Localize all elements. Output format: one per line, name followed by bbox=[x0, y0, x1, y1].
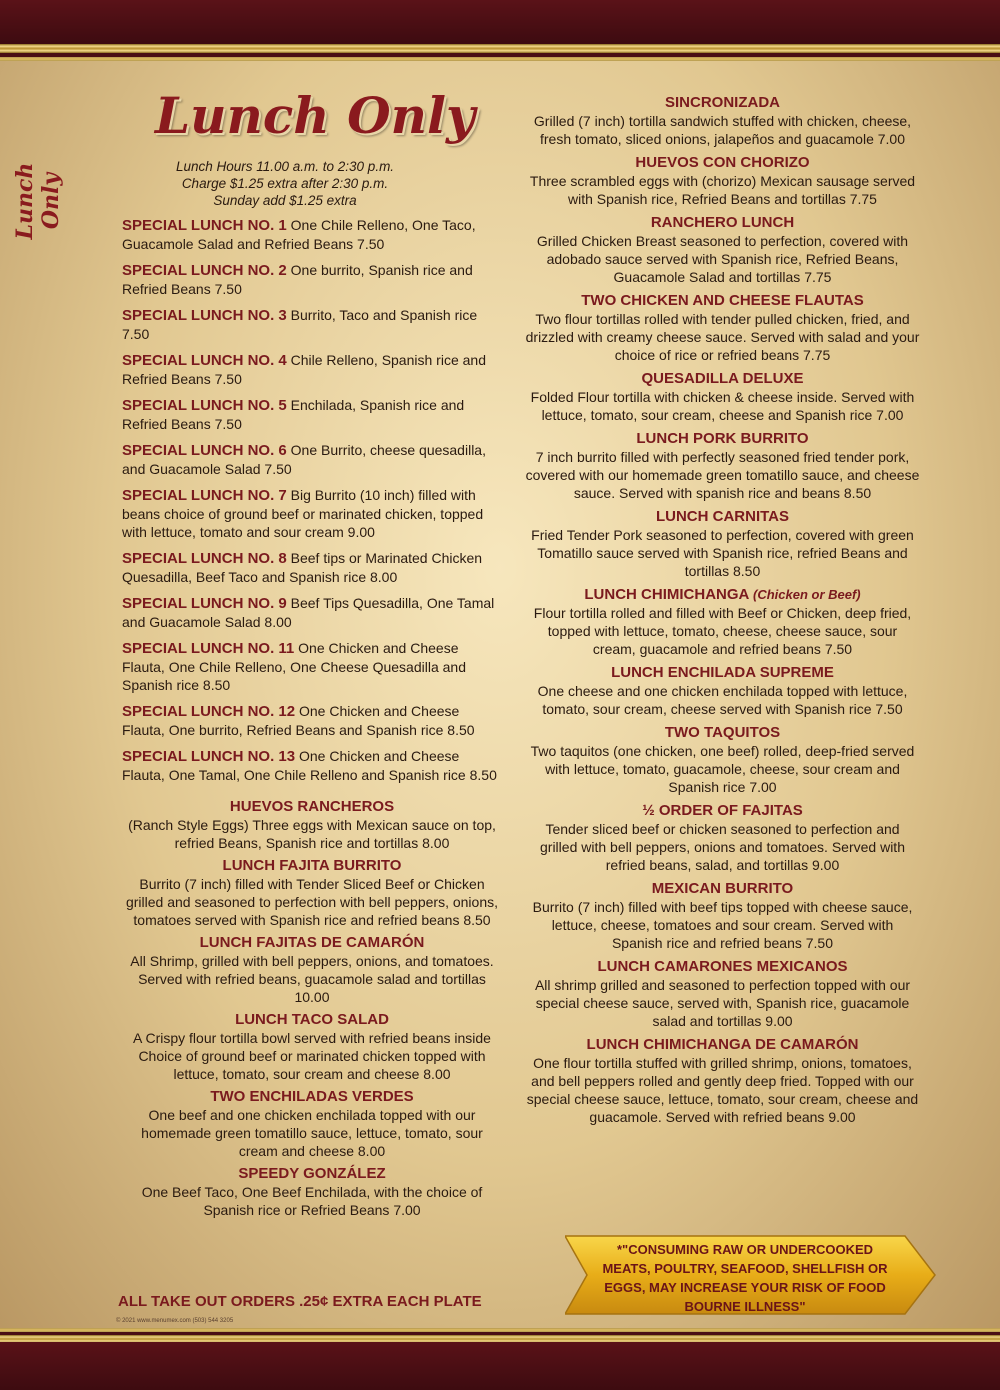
special-desc: Chile Relleno, Spanish rice and Refried Beans 7.50 bbox=[122, 352, 486, 387]
special-desc: One Chicken and Cheese Flauta, One Chile Relleno, One Cheese Quesadilla and Spanish rice 8.50 bbox=[122, 640, 466, 693]
gold-stripe bbox=[0, 1328, 1000, 1332]
special-desc: Big Burrito (10 inch) filled with beans choice of ground beef or marinated chicken, topped with lettuce, tomato and sour cream 9.00 bbox=[122, 487, 484, 540]
item-desc: One beef and one chicken enchilada topped with our homemade green tomatillo sauce, lettuce, tomato, sour cream and cheese 8.00 bbox=[141, 1107, 483, 1159]
menu-item bbox=[525, 430, 920, 502]
special-name: SPECIAL LUNCH NO. 8 bbox=[122, 550, 287, 567]
item-desc: Two flour tortillas rolled with tender pulled chicken, fried, and drizzled with creamy cheese sauce. Served with salad and your choice of rice or refried beans 7.75 bbox=[525, 311, 920, 363]
item-desc: Burrito (7 inch) filled with beef tips topped with cheese sauce, lettuce, cheese, tomatoes and sour cream. Served with Spanish rice and refried beans 7.50 bbox=[532, 899, 913, 951]
menu-item bbox=[525, 958, 920, 1030]
top-border bbox=[0, 0, 1000, 44]
menu-item bbox=[122, 798, 502, 852]
item-name-sub: (Chicken or Beef) bbox=[752, 587, 861, 602]
special-desc: Enchilada, Spanish rice and Refried Beans 7.50 bbox=[122, 397, 465, 432]
item-name: LUNCH CARNITAS bbox=[655, 508, 790, 525]
item-name: LUNCH CHIMICHANGA DE CAMARÓN bbox=[586, 1036, 859, 1053]
special-lunch-item bbox=[122, 441, 502, 478]
special-name: SPECIAL LUNCH NO. 11 bbox=[122, 640, 295, 657]
special-desc: One burrito, Spanish rice and Refried Beans 7.50 bbox=[122, 262, 473, 297]
menu-item bbox=[525, 802, 920, 874]
item-desc: Grilled Chicken Breast seasoned to perfection, covered with adobado sauce served with Spanish rice, Refried Beans, Guacamole Salad and tortillas 7.75 bbox=[536, 233, 909, 285]
special-desc: Burrito, Taco and Spanish rice 7.50 bbox=[122, 307, 478, 342]
item-desc: Flour tortilla rolled and filled with Beef or Chicken, deep fried, topped with lettuce, tomato, cheese, cheese sauce, sour cream, guacamole and refried beans 7.50 bbox=[533, 605, 912, 657]
item-name: HUEVOS CON CHORIZO bbox=[635, 154, 810, 171]
item-name: HUEVOS RANCHEROS bbox=[229, 798, 395, 815]
gold-stripe bbox=[0, 44, 1000, 53]
special-name: SPECIAL LUNCH NO. 6 bbox=[122, 442, 287, 459]
special-lunch-item bbox=[122, 216, 502, 253]
menu-item bbox=[525, 880, 920, 952]
special-lunch-item bbox=[122, 594, 502, 631]
item-name: LUNCH FAJITA BURRITO bbox=[222, 857, 402, 874]
takeout-notice: ALL TAKE OUT ORDERS .25¢ EXTRA EACH PLATE bbox=[118, 1293, 482, 1310]
menu-item bbox=[525, 664, 920, 718]
special-name: SPECIAL LUNCH NO. 12 bbox=[122, 703, 296, 720]
menu-item bbox=[122, 1011, 502, 1083]
item-desc: Fried Tender Pork seasoned to perfection, covered with green Tomatillo sauce served with Spanish rice, refried Beans and tortillas 8.50 bbox=[531, 527, 914, 579]
item-desc: Three scrambled eggs with (chorizo) Mexican sausage served with Spanish rice, Refried Beans and tortillas 7.75 bbox=[529, 173, 916, 207]
special-desc: One Chicken and Cheese Flauta, One Tamal, One Chile Relleno and Spanish rice 8.50 bbox=[122, 748, 497, 783]
side-title: Lunch Only bbox=[12, 162, 64, 240]
item-desc: A Crispy flour tortilla bowl served with refried beans inside Choice of ground beef or marinated chicken topped with lettuce, tomato, sour cream and cheese 8.00 bbox=[133, 1030, 491, 1082]
item-name: TWO ENCHILADAS VERDES bbox=[210, 1088, 414, 1105]
menu-item bbox=[525, 94, 920, 148]
menu-item bbox=[525, 586, 920, 658]
menu-item bbox=[122, 857, 502, 929]
item-name: QUESADILLA DELUXE bbox=[641, 370, 804, 387]
item-desc: Folded Flour tortilla with chicken & cheese inside. Served with lettuce, tomato, sour cream, cheese and Spanish rice 7.00 bbox=[530, 389, 915, 423]
special-name: SPECIAL LUNCH NO. 4 bbox=[122, 352, 287, 369]
menu-item bbox=[525, 724, 920, 796]
item-name: LUNCH FAJITAS DE CAMARÓN bbox=[199, 934, 425, 951]
item-name-text: LUNCH CHIMICHANGA bbox=[584, 586, 749, 603]
left-column bbox=[122, 216, 502, 1224]
special-lunch-item bbox=[122, 351, 502, 388]
special-name: SPECIAL LUNCH NO. 13 bbox=[122, 748, 296, 765]
item-name: TWO TAQUITOS bbox=[664, 724, 781, 741]
special-desc: One Chile Relleno, One Taco, Guacamole Salad and Refried Beans 7.50 bbox=[122, 217, 476, 252]
menu-item bbox=[525, 154, 920, 208]
item-name: ½ ORDER OF FAJITAS bbox=[642, 802, 803, 819]
item-name: LUNCH PORK BURRITO bbox=[636, 430, 809, 447]
item-desc: One cheese and one chicken enchilada topped with lettuce, tomato, sour cream, cheese served with Spanish rice 7.50 bbox=[537, 683, 908, 717]
special-lunch-item bbox=[122, 747, 502, 784]
menu-item bbox=[122, 1165, 502, 1219]
warning-text: *"CONSUMING RAW OR UNDERCOOKED MEATS, POULTRY, SEAFOOD, SHELLFISH OR EGGS, MAY INCREASE YOUR RISK OF FOOD BOURNE ILLNESS" bbox=[602, 1242, 888, 1314]
item-name: MEXICAN BURRITO bbox=[651, 880, 794, 897]
item-desc: Two taquitos (one chicken, one beef) rolled, deep-fried served with lettuce, tomato, guacamole, cheese, sour cream and Spanish rice 7.00 bbox=[530, 743, 915, 795]
special-name: SPECIAL LUNCH NO. 1 bbox=[122, 217, 287, 234]
menu-item bbox=[122, 1088, 502, 1160]
special-desc: One Burrito, cheese quesadilla, and Guacamole Salad 7.50 bbox=[122, 442, 486, 477]
item-desc: Tender sliced beef or chicken seasoned to perfection and grilled with bell peppers, onions and tomatoes. Served with refried beans, salad, and tortillas 9.00 bbox=[540, 821, 905, 873]
copyright: © 2021 www.menumex.com (503) 544 3205 bbox=[116, 1318, 234, 1324]
item-desc: Burrito (7 inch) filled with Tender Sliced Beef or Chicken grilled and seasoned to perfection with bell peppers, onions, tomatoes served with Spanish rice and refried beans 8.50 bbox=[125, 876, 499, 928]
lunch-hours bbox=[150, 158, 420, 209]
special-name: SPECIAL LUNCH NO. 9 bbox=[122, 595, 287, 612]
special-name: SPECIAL LUNCH NO. 3 bbox=[122, 307, 287, 324]
special-lunch-item bbox=[122, 486, 502, 541]
menu-item bbox=[525, 214, 920, 286]
item-name: SINCRONIZADA bbox=[665, 94, 780, 111]
special-lunch-item bbox=[122, 396, 502, 433]
item-name: SPEEDY GONZÁLEZ bbox=[238, 1165, 386, 1182]
hours-line: Charge $1.25 extra after 2:30 p.m. bbox=[181, 176, 389, 191]
special-lunch-item bbox=[122, 261, 502, 298]
bottom-border bbox=[0, 1342, 1000, 1390]
special-lunch-item bbox=[122, 306, 502, 343]
item-name: LUNCH TACO SALAD bbox=[235, 1011, 389, 1028]
hours-line: Sunday add $1.25 extra bbox=[213, 193, 357, 208]
special-name: SPECIAL LUNCH NO. 5 bbox=[122, 397, 287, 414]
health-warning-banner bbox=[565, 1234, 940, 1316]
item-name bbox=[525, 586, 920, 604]
item-desc: All shrimp grilled and seasoned to perfection topped with our special cheese sauce, served with, Spanish rice, guacamole salad and tortillas 9.00 bbox=[534, 977, 911, 1029]
item-desc: All Shrimp, grilled with bell peppers, onions, and tomatoes. Served with refried beans, guacamole salad and tortillas 10.00 bbox=[130, 953, 494, 1005]
special-desc: Beef tips or Marinated Chicken Quesadilla, Beef Taco and Spanish rice 8.00 bbox=[122, 550, 483, 585]
item-desc: One flour tortilla stuffed with grilled shrimp, onions, tomatoes, and bell peppers rolled and gently deep fried. Topped with our special cheese sauce, lettuce, tomato, sour cream, cheese and guacamole. Served with refried beans 9.00 bbox=[526, 1055, 919, 1125]
special-lunch-item bbox=[122, 549, 502, 586]
item-name: LUNCH CAMARONES MEXICANOS bbox=[597, 958, 848, 975]
special-lunch-item bbox=[122, 702, 502, 739]
special-desc: Beef Tips Quesadilla, One Tamal and Guacamole Salad 8.00 bbox=[122, 595, 495, 630]
special-name: SPECIAL LUNCH NO. 7 bbox=[122, 487, 287, 504]
item-desc: Grilled (7 inch) tortilla sandwich stuffed with chicken, cheese, fresh tomato, sliced onions, jalapeños and guacamole 7.00 bbox=[533, 113, 912, 147]
item-name: RANCHERO LUNCH bbox=[650, 214, 795, 231]
item-desc: 7 inch burrito filled with perfectly seasoned fried tender pork, covered with our homemade green tomatillo sauce, and cheese sauce. Served with spanish rice and beans 8.50 bbox=[525, 449, 920, 501]
item-name: TWO CHICKEN AND CHEESE FLAUTAS bbox=[581, 292, 864, 309]
item-name: LUNCH ENCHILADA SUPREME bbox=[611, 664, 834, 681]
menu-item bbox=[525, 1036, 920, 1126]
menu-item bbox=[525, 292, 920, 364]
special-desc: One Chicken and Cheese Flauta, One burrito, Refried Beans and Spanish rice 8.50 bbox=[122, 703, 475, 738]
hours-line: Lunch Hours 11.00 a.m. to 2:30 p.m. bbox=[175, 159, 395, 174]
menu-item bbox=[525, 508, 920, 580]
special-lunch-item bbox=[122, 639, 502, 694]
item-desc: (Ranch Style Eggs) Three eggs with Mexican sauce on top, refried Beans, Spanish rice and tortillas 8.00 bbox=[128, 817, 496, 851]
special-name: SPECIAL LUNCH NO. 2 bbox=[122, 262, 287, 279]
menu-item bbox=[525, 370, 920, 424]
page-title: Lunch Only bbox=[155, 86, 476, 145]
item-desc: One Beef Taco, One Beef Enchilada, with the choice of Spanish rice or Refried Beans 7.00 bbox=[141, 1184, 483, 1218]
menu-item bbox=[122, 934, 502, 1006]
right-column bbox=[525, 94, 920, 1132]
